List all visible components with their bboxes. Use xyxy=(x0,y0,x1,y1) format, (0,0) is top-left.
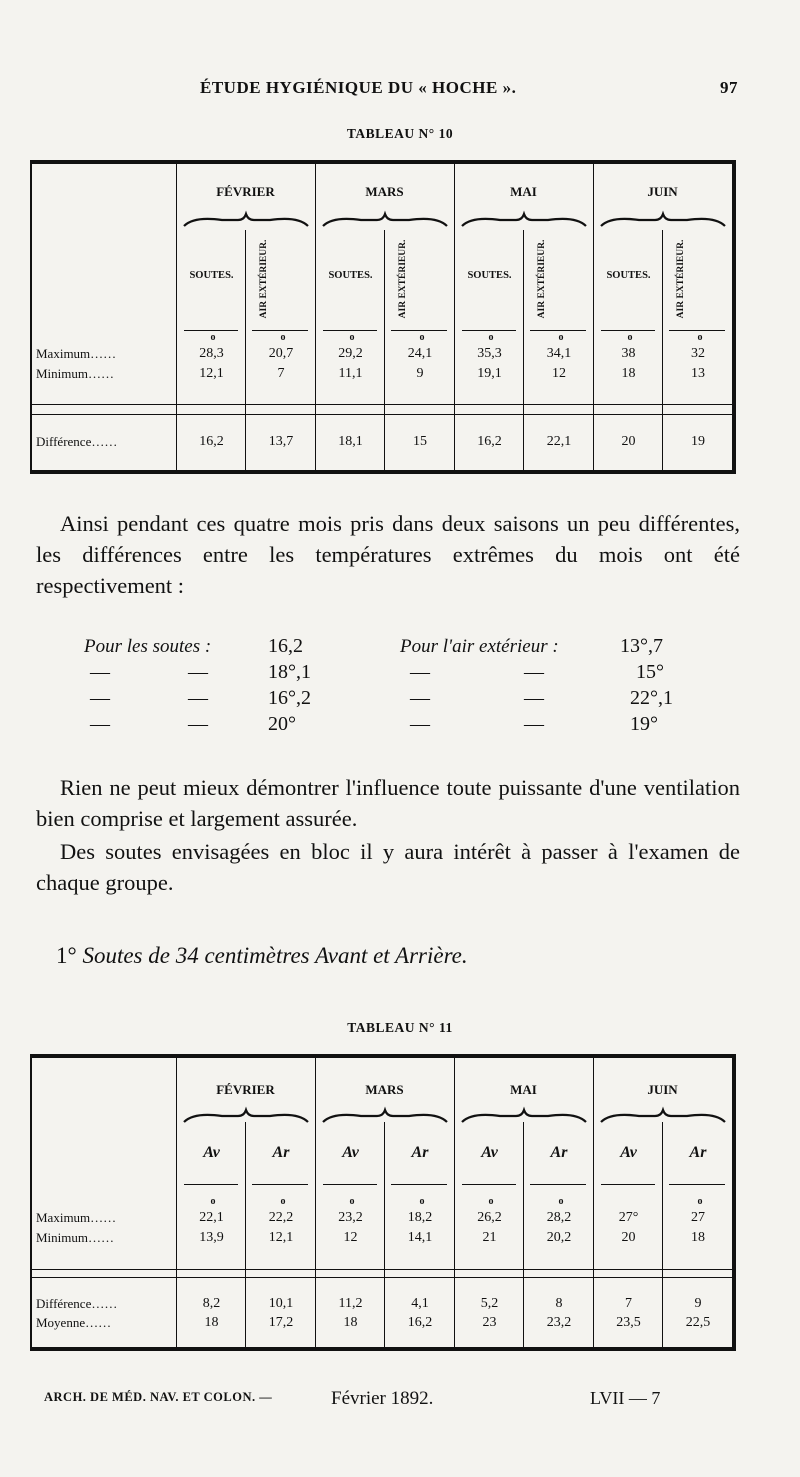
t11-row-label: Minimum…… xyxy=(36,1230,115,1245)
t10-month-0: FÉVRIER xyxy=(216,184,275,199)
t11-cell: 22,2 xyxy=(268,1210,294,1225)
t11-cell: 14,1 xyxy=(407,1230,433,1245)
t10-cell: 28,3 xyxy=(199,346,224,361)
t10-cell: 12,1 xyxy=(199,366,224,381)
page-number: 97 xyxy=(720,78,738,97)
t10-month-3: JUIN xyxy=(647,184,678,199)
ditto-dash: — xyxy=(524,713,544,735)
paragraph-2: Rien ne peut mieux démontrer l'influence toute puissante d'une ventilation bien comprise et largement assurée. xyxy=(36,775,740,831)
result-soutes: 20° xyxy=(268,713,296,735)
t10-cell: 7 xyxy=(277,366,285,381)
t11-degree: o xyxy=(419,1196,425,1207)
t10-cell: 13,7 xyxy=(268,434,294,449)
footer-date: Février 1892. xyxy=(331,1388,434,1409)
results-label-air: Pour l'air extérieur : xyxy=(400,636,559,657)
t11-cell: 17,2 xyxy=(268,1315,294,1330)
running-title: ÉTUDE HYGIÉNIQUE DU « HOCHE ». xyxy=(200,78,517,97)
t10-degree: o xyxy=(210,332,216,343)
paragraph-1: Ainsi pendant ces quatre mois pris dans deux saisons un peu différentes, les différences entre les températures extrêmes du mois ont été respectivement : xyxy=(36,511,740,598)
page-footer xyxy=(44,1388,744,1412)
paragraph-3: Des soutes envisagées en bloc il y aura intérêt à passer à l'examen de chaque groupe. xyxy=(36,839,740,895)
t11-sub-arriere: Ar xyxy=(689,1144,707,1161)
t11-row-label: Maximum…… xyxy=(36,1210,117,1225)
t11-cell: 26,2 xyxy=(477,1210,502,1225)
t11-sub-avant: Av xyxy=(342,1144,359,1161)
t10-sub-air: AIR EXTÉRIEUR. xyxy=(676,239,686,319)
t10-cell: 18,1 xyxy=(338,434,363,449)
t10-cell: 18 xyxy=(621,366,636,381)
t11-braces xyxy=(32,1104,732,1126)
t10-cell: 19 xyxy=(691,434,705,449)
t10-sub-soutes: SOUTES. xyxy=(606,270,651,281)
t10-cell: 15 xyxy=(413,434,427,449)
section-title: Soutes de 34 centimètres Avant et Arrière. xyxy=(82,943,468,968)
t11-cell: 21 xyxy=(482,1230,497,1245)
t11-cell: 12,1 xyxy=(268,1230,294,1245)
t11-sub-arriere: Ar xyxy=(550,1144,568,1161)
t10-braces xyxy=(32,208,732,230)
t11-cell: 18 xyxy=(204,1315,219,1330)
ditto-dash: — xyxy=(410,713,430,735)
t11-degree: o xyxy=(558,1196,564,1207)
t11-cell: 10,1 xyxy=(268,1296,294,1311)
t10-cell: 38 xyxy=(621,346,636,361)
ditto-dash: — xyxy=(524,687,544,709)
t11-cell: 13,9 xyxy=(199,1230,224,1245)
t11-cell: 23,2 xyxy=(546,1315,572,1330)
t10-degree: o xyxy=(419,332,425,343)
t11-row-label: Différence…… xyxy=(36,1296,118,1311)
t11-month-0: FÉVRIER xyxy=(216,1082,275,1097)
t11-cell: 22,1 xyxy=(199,1210,224,1225)
result-soutes: 16°,2 xyxy=(268,687,311,709)
t11-cell: 16,2 xyxy=(407,1315,433,1330)
result-air: 19° xyxy=(630,713,658,735)
t11-degree: o xyxy=(280,1196,286,1207)
t10-sub-air: AIR EXTÉRIEUR. xyxy=(398,239,408,319)
t11-cell: 7 xyxy=(625,1296,632,1311)
results-label-soutes: Pour les soutes : xyxy=(84,636,212,657)
t10-cell: 13 xyxy=(691,366,705,381)
ditto-dash: — xyxy=(524,661,544,683)
t10-cell: 34,1 xyxy=(546,346,572,361)
ditto-dash: — xyxy=(90,661,110,683)
ditto-dash: — xyxy=(188,713,208,735)
ditto-dash: — xyxy=(90,713,110,735)
t11-month-1: MARS xyxy=(365,1082,404,1097)
t11-cell: 11,2 xyxy=(338,1296,363,1311)
t10-cell: 24,1 xyxy=(407,346,433,361)
t10-sub-soutes: SOUTES. xyxy=(189,270,234,281)
t10-degree: o xyxy=(349,332,355,343)
t11-cell: 23,5 xyxy=(616,1315,641,1330)
t11-month-2: MAI xyxy=(510,1082,537,1097)
t11-cell: 23,2 xyxy=(338,1210,363,1225)
t10-cell: 35,3 xyxy=(477,346,502,361)
t11-degree: o xyxy=(349,1196,355,1207)
t10-sub-soutes: SOUTES. xyxy=(467,270,512,281)
t11-sub-arriere: Ar xyxy=(272,1144,290,1161)
t11-row-label: Moyenne…… xyxy=(36,1315,112,1330)
t11-degree: o xyxy=(488,1196,494,1207)
result-air: 13°,7 xyxy=(620,635,663,657)
t11-cell: 8 xyxy=(555,1296,563,1311)
t11-degree: o xyxy=(210,1196,216,1207)
t10-cell: 32 xyxy=(691,346,705,361)
t11-degree: o xyxy=(697,1196,703,1207)
t10-sub-air: AIR EXTÉRIEUR. xyxy=(537,239,547,319)
footer-signature: LVII — 7 xyxy=(590,1388,661,1408)
t10-degree: o xyxy=(280,332,286,343)
t10-row-label: Minimum…… xyxy=(36,366,115,381)
t11-cell: 18 xyxy=(691,1230,705,1245)
t11-cell: 27° xyxy=(618,1210,639,1225)
section-number: 1° xyxy=(56,943,77,968)
t10-cell: 16,2 xyxy=(199,434,224,449)
section-heading xyxy=(56,943,468,969)
t10-cell: 19,1 xyxy=(477,366,502,381)
running-header xyxy=(0,78,800,104)
t10-cell: 20,7 xyxy=(268,346,294,361)
t10-degree: o xyxy=(488,332,494,343)
t11-cell: 9 xyxy=(694,1296,702,1311)
t11-cell: 22,5 xyxy=(685,1315,711,1330)
t11-cell: 20 xyxy=(621,1230,636,1245)
t11-sub-avant: Av xyxy=(203,1144,220,1161)
table10 xyxy=(30,160,736,474)
t10-month-2: MAI xyxy=(510,184,537,199)
t11-month-3: JUIN xyxy=(647,1082,678,1097)
t11-sub-arriere: Ar xyxy=(411,1144,429,1161)
t10-cell: 20 xyxy=(621,434,636,449)
t10-row-label: Maximum…… xyxy=(36,346,117,361)
t10-cell: 22,1 xyxy=(546,434,572,449)
t10-cell: 9 xyxy=(416,366,424,381)
t10-month-1: MARS xyxy=(365,184,404,199)
t10-degree: o xyxy=(697,332,703,343)
t11-sub-avant: Av xyxy=(620,1144,637,1161)
result-soutes: 16,2 xyxy=(268,635,303,657)
table11-caption: TABLEAU N° 11 xyxy=(347,1020,453,1035)
result-soutes: 18°,1 xyxy=(268,661,311,683)
footer-journal: ARCH. DE MÉD. NAV. ET COLON. — xyxy=(44,1390,273,1404)
table11 xyxy=(30,1054,736,1351)
result-air: 15° xyxy=(636,661,664,683)
ditto-dash: — xyxy=(90,687,110,709)
result-air: 22°,1 xyxy=(630,687,673,709)
t11-cell: 4,1 xyxy=(411,1296,429,1311)
ditto-dash: — xyxy=(188,687,208,709)
ditto-dash: — xyxy=(188,661,208,683)
t10-sub-soutes: SOUTES. xyxy=(328,270,373,281)
table10-caption: TABLEAU N° 10 xyxy=(346,126,454,141)
t11-cell: 18 xyxy=(343,1315,358,1330)
t11-cell: 23 xyxy=(482,1315,497,1330)
t10-cell: 29,2 xyxy=(338,346,363,361)
t10-degree: o xyxy=(558,332,564,343)
t11-cell: 20,2 xyxy=(546,1230,572,1245)
t10-cell: 11,1 xyxy=(338,366,363,381)
t11-cell: 8,2 xyxy=(202,1296,221,1311)
t10-sub-air: AIR EXTÉRIEUR. xyxy=(259,239,269,319)
t11-cell: 28,2 xyxy=(546,1210,572,1225)
t11-sub-avant: Av xyxy=(481,1144,498,1161)
t11-cell: 27 xyxy=(691,1210,705,1225)
t11-cell: 12 xyxy=(343,1230,358,1245)
t11-cell: 18,2 xyxy=(407,1210,433,1225)
ditto-dash: — xyxy=(410,661,430,683)
t10-cell: 16,2 xyxy=(477,434,502,449)
ditto-dash: — xyxy=(410,687,430,709)
t11-cell: 5,2 xyxy=(480,1296,499,1311)
t10-degree: o xyxy=(627,332,633,343)
t10-cell: 12 xyxy=(552,366,566,381)
t10-row-label: Différence…… xyxy=(36,434,118,449)
